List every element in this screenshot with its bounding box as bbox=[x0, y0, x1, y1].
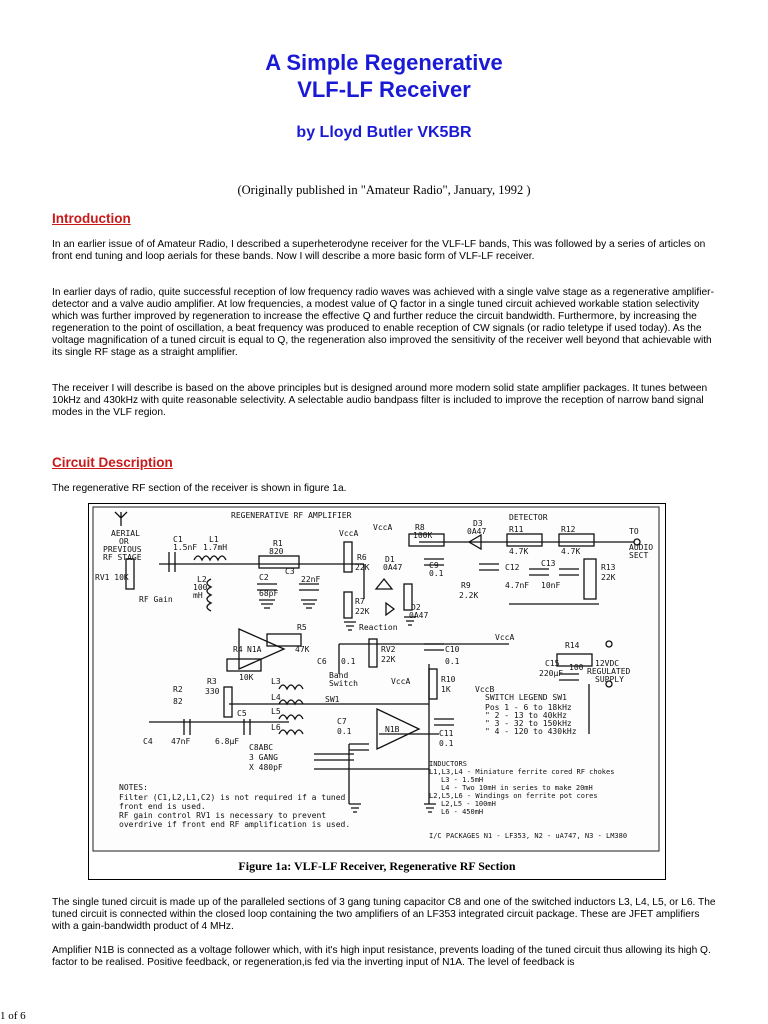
fig-label-r4: R4 bbox=[233, 645, 243, 654]
fig-label-r13-value: 22K bbox=[601, 573, 616, 582]
circuit-paragraph-3: Amplifier N1B is connected as a voltage follower which, with it's high input resistance, prevents loading of the tuned circuit thus allowing its high Q. factor to be realised. Positive feedback, or regeneration,is fed via the inverting input of N1A. The level of feedback is bbox=[52, 945, 711, 968]
publication-note: (Originally published in "Amateur Radio", January, 1992 ) bbox=[237, 183, 531, 197]
fig-label-rf-gain: RF Gain bbox=[139, 595, 173, 604]
fig-label-c1: C1 bbox=[173, 535, 183, 544]
fig-label-r10: R10 bbox=[441, 675, 456, 684]
fig-label-aerial-3: PREVIOUS bbox=[103, 545, 142, 554]
fig-label-c5-value: 6.8µF bbox=[215, 737, 240, 746]
fig-inductors-7: L6 - 450mH bbox=[441, 808, 484, 816]
fig-label-r10-value: 1K bbox=[441, 685, 451, 694]
fig-label-switch-legend-4: " 4 - 120 to 430kHz bbox=[485, 727, 577, 736]
fig-label-c13-value: 10nF bbox=[541, 581, 561, 590]
fig-label-r8: R8 bbox=[415, 523, 425, 532]
fig-label-aerial-1: AERIAL bbox=[111, 529, 140, 538]
fig-label-d3: D3 bbox=[473, 519, 483, 528]
fig-label-l5: L5 bbox=[271, 707, 281, 716]
author-byline: by Lloyd Butler VK5BR bbox=[296, 124, 472, 141]
circuit-paragraph-1: The regenerative RF section of the receiver is shown in figure 1a. bbox=[52, 483, 347, 494]
fig-label-c11-value: 0.1 bbox=[439, 739, 454, 748]
fig-label-l4: L4 bbox=[271, 693, 281, 702]
fig-label-r3: R3 bbox=[207, 677, 217, 686]
fig-label-supply-2: REGULATED bbox=[587, 667, 631, 676]
fig-label-c10: C10 bbox=[445, 645, 460, 654]
fig-notes-4: RF gain control RV1 is necessary to prevent bbox=[119, 811, 327, 820]
fig-label-switch-legend-3: " 3 - 32 to 150kHz bbox=[485, 719, 572, 728]
circuit-description-heading: Circuit Description bbox=[52, 455, 173, 470]
fig-label-d2-value: 0A47 bbox=[409, 611, 429, 620]
fig-label-d1-value: 0A47 bbox=[383, 563, 403, 572]
fig-label-switch-legend-1: Pos 1 - 6 to 18kHz bbox=[485, 703, 572, 712]
fig-label-to-audio-1: TO bbox=[629, 527, 639, 536]
fig-label-r14-value: 100 bbox=[569, 663, 584, 672]
fig-label-d3-value: 0A47 bbox=[467, 527, 487, 536]
fig-label-vcca-3: VccA bbox=[495, 633, 515, 642]
fig-label-c15: C15 bbox=[545, 659, 560, 668]
fig-label-c7: C7 bbox=[337, 717, 347, 726]
introduction-heading: Introduction bbox=[52, 211, 131, 226]
fig-label-c4-value: 47nF bbox=[171, 737, 191, 746]
figure-caption: Figure 1a: VLF-LF Receiver, Regenerative RF Section bbox=[238, 859, 516, 873]
fig-label-r11-value: 4.7K bbox=[509, 547, 529, 556]
fig-label-r5: R5 bbox=[297, 623, 307, 632]
fig-label-n1a: N1A bbox=[247, 645, 262, 654]
circuit-paragraph-2: The single tuned circuit is made up of the paralleled sections of 3 gang tuning capacitor C8 and one of the switched inductors L3, L4, L5, or L6. The tuned circuit is connected within the closed loop containing the two amplifiers of an LF353 integrated circuit package. These are JFET amplifiers with a gain-bandwidth product of 4 MHz. bbox=[52, 897, 716, 932]
fig-label-r7-value: 22K bbox=[355, 607, 370, 616]
fig-label-c12-value: 4.7nF bbox=[505, 581, 530, 590]
fig-label-r6: R6 bbox=[357, 553, 367, 562]
fig-label-c2-value: 68pF bbox=[259, 589, 279, 598]
fig-label-c10-value: 0.1 bbox=[445, 657, 460, 666]
fig-label-vcca-2: VccA bbox=[373, 523, 393, 532]
page-number: 1 of 6 bbox=[0, 1010, 26, 1022]
fig-label-c6: C6 bbox=[317, 657, 327, 666]
fig-label-r8-value: 100K bbox=[413, 531, 433, 540]
fig-label-r9: R9 bbox=[461, 581, 471, 590]
fig-label-r12: R12 bbox=[561, 525, 576, 534]
fig-label-vcca-1: VccA bbox=[339, 529, 359, 538]
fig-label-r14: R14 bbox=[565, 641, 580, 650]
fig-label-l1-value: 1.7mH bbox=[203, 543, 228, 552]
document-title-line-2: VLF-LF Receiver bbox=[297, 77, 471, 102]
fig-label-d1: D1 bbox=[385, 555, 395, 564]
fig-label-c3: C3 bbox=[285, 567, 295, 576]
fig-inductors-5: L2,L5,L6 - Windings on ferrite pot cores bbox=[429, 792, 598, 800]
fig-label-r3-value: 330 bbox=[205, 687, 220, 696]
fig-label-vccb: VccB bbox=[475, 685, 495, 694]
schematic-figure bbox=[88, 503, 666, 880]
fig-label-l2: L2 bbox=[197, 575, 207, 584]
fig-label-r5-value: 47K bbox=[295, 645, 310, 654]
fig-notes-2: Filter (C1,L2,L1,C2) is not required if a tuned bbox=[119, 793, 346, 802]
fig-label-r13: R13 bbox=[601, 563, 616, 572]
fig-label-l1: L1 bbox=[209, 535, 219, 544]
fig-label-c11: C11 bbox=[439, 729, 454, 738]
fig-label-c1-value: 1.5nF bbox=[173, 543, 198, 552]
fig-label-l6: L6 bbox=[271, 723, 281, 732]
fig-label-to-audio-2: AUDIO bbox=[629, 543, 654, 552]
fig-notes-3: front end is used. bbox=[119, 802, 206, 811]
fig-label-n1b: N1B bbox=[385, 725, 400, 734]
schematic-diagram bbox=[89, 504, 665, 854]
fig-label-c7-value: 0.1 bbox=[337, 727, 352, 736]
fig-label-band-switch-1: Band bbox=[329, 671, 349, 680]
fig-label-l2-value: 100 bbox=[193, 583, 208, 592]
fig-label-c8-1: C8ABC bbox=[249, 743, 274, 752]
fig-notes-5: overdrive if front end RF amplification is used. bbox=[119, 820, 351, 829]
fig-label-c8-3: X 480pF bbox=[249, 763, 283, 772]
fig-label-c12: C12 bbox=[505, 563, 520, 572]
fig-label-r1-value: 820 bbox=[269, 547, 284, 556]
fig-label-r1: R1 bbox=[273, 539, 283, 548]
fig-label-band-switch-2: Switch bbox=[329, 679, 358, 688]
fig-inductors-3: L3 - 1.5mH bbox=[441, 776, 484, 784]
fig-label-rv2: RV2 bbox=[381, 645, 396, 654]
fig-label-r7: R7 bbox=[355, 597, 365, 606]
fig-label-switch-legend-title: SWITCH LEGEND SW1 bbox=[485, 693, 567, 702]
fig-label-c15-value: 220µF bbox=[539, 669, 564, 678]
fig-inductors-2: L1,L3,L4 - Miniature ferrite cored RF chokes bbox=[429, 768, 615, 776]
fig-label-aerial-2: OR bbox=[119, 537, 129, 546]
fig-label-r2-value: 82 bbox=[173, 697, 183, 706]
fig-label-vcca-4: VccA bbox=[391, 677, 411, 686]
fig-label-r4-value: 10K bbox=[239, 673, 254, 682]
fig-label-r12-value: 4.7K bbox=[561, 547, 581, 556]
fig-label-to-audio-3: SECT bbox=[629, 551, 649, 560]
fig-label-l3: L3 bbox=[271, 677, 281, 686]
introduction-paragraph-1: In an earlier issue of of Amateur Radio, I described a superheterodyne receiver for the VLF-LF bands, This was followed by a series of articles on front end tuning and loop aerials for these bands. Now I will describe a more basic form of VLF-LF receiver. bbox=[52, 239, 706, 262]
fig-label-c4: C4 bbox=[143, 737, 153, 746]
fig-label-c8-2: 3 GANG bbox=[249, 753, 278, 762]
fig-label-d2: D2 bbox=[411, 603, 421, 612]
fig-label-sw1: SW1 bbox=[325, 695, 340, 704]
fig-label-switch-legend-2: " 2 - 13 to 40kHz bbox=[485, 711, 567, 720]
fig-label-detector: DETECTOR bbox=[509, 513, 548, 522]
fig-label-rv2-value: 22K bbox=[381, 655, 396, 664]
fig-label-supply-3: SUPPLY bbox=[595, 675, 624, 684]
fig-label-c5: C5 bbox=[237, 709, 247, 718]
fig-label-c9: C9 bbox=[429, 561, 439, 570]
fig-label-l2-unit: mH bbox=[193, 591, 203, 600]
fig-label-supply-1: 12VDC bbox=[595, 659, 620, 668]
fig-ic-packages: I/C PACKAGES N1 - LF353, N2 - uA747, N3 - LM380 bbox=[429, 832, 628, 840]
fig-inductors-6: L2,L5 - 100mH bbox=[441, 800, 496, 808]
fig-label-c2: C2 bbox=[259, 573, 269, 582]
fig-label-r6-value: 22K bbox=[355, 563, 370, 572]
fig-label-rv1: RV1 10K bbox=[95, 573, 129, 582]
fig-label-r11: R11 bbox=[509, 525, 524, 534]
fig-label-c9-value: 0.1 bbox=[429, 569, 444, 578]
fig-label-c3-value: 22nF bbox=[301, 575, 321, 584]
fig-label-c6-value: 0.1 bbox=[341, 657, 356, 666]
document-title-line-1: A Simple Regenerative bbox=[265, 50, 503, 75]
fig-inductors-1: INDUCTORS bbox=[429, 760, 467, 768]
fig-label-section-title: REGENERATIVE RF AMPLIFIER bbox=[231, 511, 352, 520]
fig-notes-1: NOTES: bbox=[119, 783, 148, 792]
fig-inductors-4: L4 - Two 10mH in series to make 20mH bbox=[441, 784, 593, 792]
introduction-paragraph-3: The receiver I will describe is based on the above principles but is designed around more modern solid state amplifier packages. It tunes between 10kHz and 430kHz with quite reasonable selectivity. A selectable audio bandpass filter is included to improve the reception of narrow band signal modes in the VLF region. bbox=[52, 383, 708, 418]
fig-label-r2: R2 bbox=[173, 685, 183, 694]
fig-label-reaction: Reaction bbox=[359, 623, 398, 632]
fig-label-r9-value: 2.2K bbox=[459, 591, 479, 600]
introduction-paragraph-2: In earlier days of radio, quite successful reception of low frequency radio waves was achieved with a single valve stage as a regenerative amplifier-detector and a valve audio amplifier. At low frequencies, a modest value of Q factor in a single tuned circuit achieved workable station selectivity which was further improved by regeneration to increase the effective Q and further reduce the circuit bandwidth. Furthermore, by increasing the regeneration to the point of oscillation, a beat frequency was produced to enable reception of CW signals (or radio teletype if used today). As the voltage magnification of a tuned circuit is equal to Q, the regeneration also improved the sensitivity of the receiver well beyond that achievable with its single RF stage as a straight amplifier. bbox=[52, 287, 714, 358]
fig-label-c13: C13 bbox=[541, 559, 556, 568]
fig-label-aerial-4: RF STAGE bbox=[103, 553, 142, 562]
